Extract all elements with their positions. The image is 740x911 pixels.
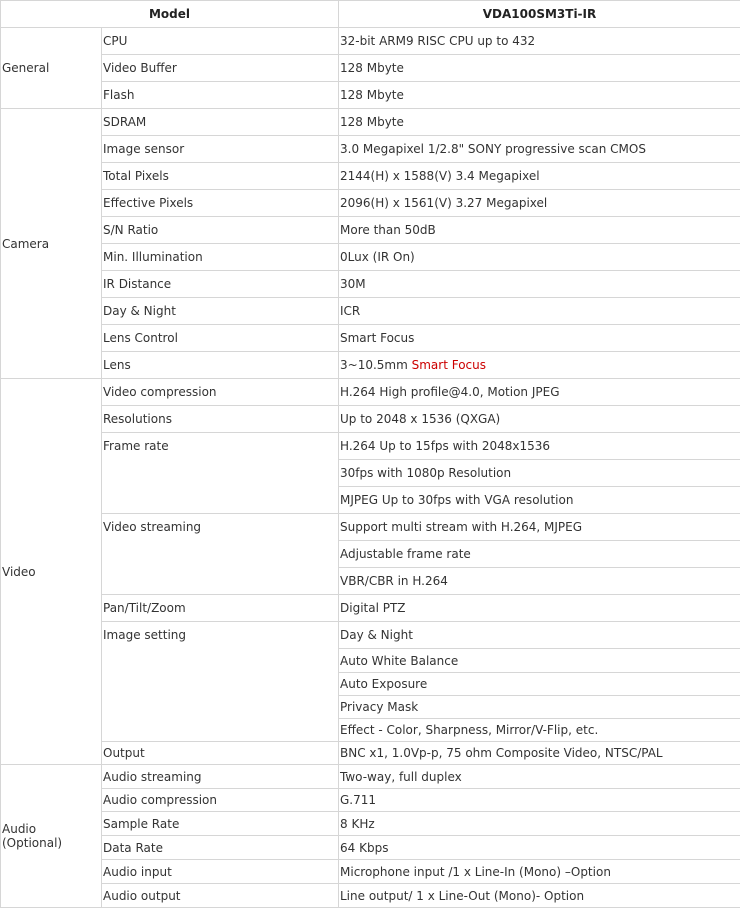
- model-value-header: VDA100SM3Ti-IR: [339, 1, 740, 28]
- spec-value: [339, 860, 740, 884]
- spec-label: Video compression: [102, 379, 339, 406]
- spec-value-text: 30fps with 1080p Resolution: [340, 466, 512, 480]
- spec-value: [339, 649, 740, 673]
- spec-label: Data Rate: [102, 836, 339, 860]
- spec-value: [339, 541, 740, 568]
- spec-label: Resolutions: [102, 406, 339, 433]
- spec-value-text: Adjustable frame rate: [340, 547, 471, 561]
- spec-value-text: Up to 2048 x 1536 (QXGA): [340, 412, 501, 426]
- spec-value-text: VBR/CBR in H.264: [340, 574, 448, 588]
- spec-label: Flash: [102, 82, 339, 109]
- table-row: [1, 742, 740, 765]
- spec-value: [339, 244, 740, 271]
- spec-value-text: Privacy Mask: [340, 700, 419, 714]
- table-row: [1, 860, 740, 884]
- spec-label: Min. Illumination: [102, 244, 339, 271]
- spec-label: Frame rate: [102, 433, 339, 514]
- spec-value: [339, 352, 740, 379]
- spec-value: [339, 568, 740, 595]
- spec-value: [339, 379, 740, 406]
- table-row: [1, 352, 740, 379]
- spec-value: [339, 884, 740, 908]
- spec-value: [339, 217, 740, 244]
- spec-value: [339, 82, 740, 109]
- spec-value-text: 8 KHz: [340, 816, 375, 831]
- table-row: [1, 55, 740, 82]
- table-row: [1, 109, 740, 136]
- table-row: [1, 271, 740, 298]
- table-row: [1, 514, 740, 541]
- spec-value-text: MJPEG Up to 30fps with VGA resolution: [340, 493, 574, 507]
- table-row: [1, 595, 740, 622]
- spec-value-text: 128 Mbyte: [340, 115, 404, 129]
- spec-value-text: H.264 High profile@4.0, Motion JPEG: [340, 385, 560, 399]
- spec-value-text: Two-way, full duplex: [340, 769, 462, 784]
- spec-label: Total Pixels: [102, 163, 339, 190]
- spec-value-text: Microphone input /1 x Line-In (Mono) –Option: [340, 864, 611, 879]
- table-row: [1, 82, 740, 109]
- spec-value: [339, 28, 740, 55]
- spec-label: Audio input: [102, 860, 339, 884]
- spec-value: [339, 696, 740, 719]
- spec-label: S/N Ratio: [102, 217, 339, 244]
- spec-value-text: Support multi stream with H.264, MJPEG: [340, 520, 583, 534]
- spec-value-text: Auto Exposure: [340, 677, 428, 691]
- spec-label: Audio compression: [102, 789, 339, 812]
- spec-value-text: 2144(H) x 1588(V) 3.4 Megapixel: [340, 169, 540, 183]
- spec-label: Day & Night: [102, 298, 339, 325]
- spec-value-text: Line output/ 1 x Line-Out (Mono)- Option: [340, 888, 585, 903]
- highlight-text: Smart Focus: [411, 358, 486, 372]
- spec-value: [339, 163, 740, 190]
- table-row: [1, 217, 740, 244]
- spec-value: [339, 742, 740, 765]
- spec-label: Lens Control: [102, 325, 339, 352]
- category-cell: Camera: [1, 109, 102, 379]
- spec-value-text: Effect - Color, Sharpness, Mirror/V-Flip, etc.: [340, 723, 599, 737]
- table-row: [1, 190, 740, 217]
- spec-value-text: ICR: [340, 304, 361, 318]
- spec-value: [339, 406, 740, 433]
- spec-label: CPU: [102, 28, 339, 55]
- spec-value-text: Smart Focus: [340, 331, 415, 345]
- table-row: [1, 163, 740, 190]
- table-row: [1, 836, 740, 860]
- spec-value-text: Auto White Balance: [340, 653, 459, 668]
- table-row: [1, 379, 740, 406]
- table-row: [1, 812, 740, 836]
- spec-value-text: 3.0 Megapixel 1/2.8" SONY progressive scan CMOS: [340, 142, 646, 156]
- spec-value-text: Digital PTZ: [340, 601, 406, 615]
- spec-label: Audio streaming: [102, 765, 339, 789]
- spec-value-text: More than 50dB: [340, 223, 436, 237]
- spec-value-text: 128 Mbyte: [340, 88, 404, 102]
- spec-value: [339, 109, 740, 136]
- table-row: [1, 884, 740, 908]
- category-cell: Audio (Optional): [1, 765, 102, 908]
- table-row: [1, 406, 740, 433]
- spec-value: [339, 487, 740, 514]
- spec-value: [339, 298, 740, 325]
- spec-value: [339, 673, 740, 696]
- spec-value: [339, 765, 740, 789]
- spec-value-text: 2096(H) x 1561(V) 3.27 Megapixel: [340, 196, 548, 210]
- spec-value-text: G.711: [340, 793, 377, 807]
- spec-label: SDRAM: [102, 109, 339, 136]
- spec-value-text: 64 Kbps: [340, 840, 389, 855]
- table-row: [1, 433, 740, 460]
- spec-value: [339, 514, 740, 541]
- spec-value-text: 32-bit ARM9 RISC CPU up to 432: [340, 34, 536, 48]
- spec-value: [339, 433, 740, 460]
- spec-value-text: 30M: [340, 277, 366, 291]
- spec-label: IR Distance: [102, 271, 339, 298]
- spec-value: [339, 622, 740, 649]
- table-row: [1, 325, 740, 352]
- header-row: [1, 1, 740, 28]
- table-row: [1, 789, 740, 812]
- spec-label: Video streaming: [102, 514, 339, 595]
- category-cell: Video: [1, 379, 102, 765]
- spec-value-text: 128 Mbyte: [340, 61, 404, 75]
- spec-value: [339, 812, 740, 836]
- spec-label: Lens: [102, 352, 339, 379]
- table-row: [1, 28, 740, 55]
- spec-value: [339, 271, 740, 298]
- spec-value-text: Day & Night: [340, 628, 413, 642]
- table-row: [1, 765, 740, 789]
- spec-value-text: 0Lux (IR On): [340, 250, 415, 264]
- spec-value: [339, 325, 740, 352]
- spec-label: Audio output: [102, 884, 339, 908]
- spec-value-text: BNC x1, 1.0Vp-p, 75 ohm Composite Video, NTSC/PAL: [340, 746, 663, 760]
- spec-label: Video Buffer: [102, 55, 339, 82]
- spec-label: Sample Rate: [102, 812, 339, 836]
- spec-value: [339, 190, 740, 217]
- table-row: [1, 136, 740, 163]
- spec-value-text: H.264 Up to 15fps with 2048x1536: [340, 439, 551, 453]
- spec-label: Pan/Tilt/Zoom: [102, 595, 339, 622]
- spec-label: Image setting: [102, 622, 339, 742]
- spec-value-text: 3~10.5mm: [340, 358, 412, 372]
- table-row: [1, 298, 740, 325]
- spec-value: [339, 460, 740, 487]
- table-row: [1, 244, 740, 271]
- spec-label: Effective Pixels: [102, 190, 339, 217]
- spec-value: [339, 719, 740, 742]
- spec-label: Image sensor: [102, 136, 339, 163]
- model-header: Model: [1, 1, 339, 28]
- spec-value: [339, 789, 740, 812]
- spec-label: Output: [102, 742, 339, 765]
- spec-value: [339, 136, 740, 163]
- table-row: [1, 622, 740, 649]
- spec-value: [339, 836, 740, 860]
- spec-value: [339, 595, 740, 622]
- spec-value: [339, 55, 740, 82]
- category-cell: General: [1, 28, 102, 109]
